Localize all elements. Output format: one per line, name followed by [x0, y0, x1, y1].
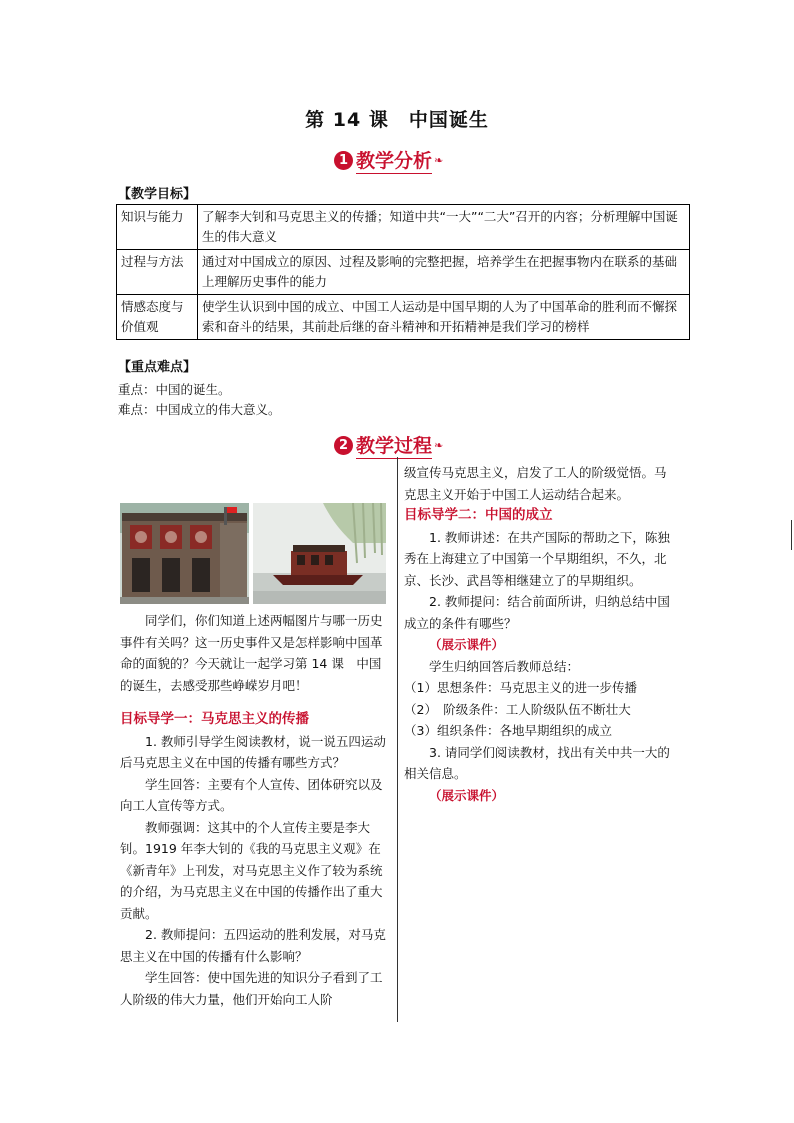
- objectives-heading: 【教学目标】: [118, 187, 197, 202]
- edge-mark: [791, 520, 792, 550]
- paragraph: 1. 教师讲述：在共产国际的帮助之下，陈独秀在上海建立了中国第一个早期组织，不久，北京、长沙、武昌等相继建立了的早期组织。: [404, 529, 670, 588]
- keypoints-heading: 【重点难点】: [118, 360, 197, 375]
- condition-item: （1）思想条件：马克思主义的进一步传播: [404, 680, 637, 695]
- key-point: 重点：中国的诞生。: [118, 382, 231, 397]
- condition-item: （2） 阶级条件：工人阶级队伍不断壮大: [404, 701, 631, 717]
- paragraph: 3. 请同学们阅读教材，找出有关中共一大的相关信息。: [404, 744, 670, 781]
- section-heading-analysis: [334, 146, 443, 174]
- objective-label: 情感态度与价值观: [117, 295, 198, 340]
- section-title: 教学过程: [356, 431, 432, 459]
- lesson-title: 第 14 课 中国诞生: [305, 109, 489, 131]
- difficult-point: 难点：中国成立的伟大意义。: [118, 402, 281, 417]
- left-column: [120, 610, 392, 1010]
- paragraph: 2. 教师提问：五四运动的胜利发展，对马克思主义在中国的传播有什么影响？: [120, 927, 386, 964]
- paragraph: 学生回答：使中国先进的知识分子看到了工人阶级的伟大力量，他们开始向工人阶: [120, 970, 383, 1007]
- objective-label: 过程与方法: [117, 250, 198, 295]
- objective-text: 了解李大钊和马克思主义的传播；知道中共“一大”“二大”召开的内容；分析理解中国诞生的伟大意义: [198, 205, 690, 250]
- building-image: [120, 503, 249, 604]
- intro-paragraph: 同学们，你们知道上述两幅图片与哪一历史事件有关吗？这一历史事件又是怎样影响中国革命的面貌的？今天就让一起学习第 14 课 中国的诞生，去感受那些峥嵘岁月吧！: [120, 613, 383, 693]
- objective-text: 通过对中国成立的原因、过程及影响的完整把握，培养学生在把握事物内在联系的基础上理解历史事件的能力: [198, 250, 690, 295]
- leaf-icon: ❧: [434, 153, 444, 167]
- paragraph: 教师强调：这其中的个人宣传主要是李大钊。1919 年李大钊的《我的马克思主义观》在《新青年》上刊发，对马克思主义作了较为系统的介绍，为马克思主义在中国的传播作出了重大贡献。: [120, 819, 383, 921]
- section-heading-process: [334, 431, 443, 459]
- show-courseware-label: （展示课件）: [429, 787, 505, 803]
- show-courseware-label: （展示课件）: [429, 637, 505, 652]
- table-row: [117, 250, 690, 295]
- red-boat-photo: [253, 503, 386, 604]
- condition-item: （3）组织条件：各地早期组织的成立: [404, 723, 612, 738]
- paragraph: 学生回答：主要有个人宣传、团体研究以及向工人宣传等方式。: [120, 776, 383, 813]
- section-title: 教学分析: [356, 146, 432, 174]
- leaf-icon: ❧: [434, 438, 444, 452]
- section-number-badge: 1: [334, 151, 353, 170]
- paragraph: 2. 教师提问：结合前面所讲，归纳总结中国成立的条件有哪些？: [404, 594, 670, 631]
- guide-heading-1: 目标导学一：马克思主义的传播: [120, 711, 309, 727]
- guide-heading-2: 目标导学二：中国的成立: [404, 507, 553, 523]
- boat-image: [253, 503, 386, 604]
- table-row: [117, 295, 690, 340]
- paragraph: 1. 教师引导学生阅读教材，说一说五四运动后马克思主义在中国的传播有哪些方式？: [120, 733, 386, 770]
- column-divider: [397, 457, 398, 1022]
- memorial-building-photo: [120, 503, 249, 604]
- objective-label: 知识与能力: [117, 205, 198, 250]
- table-row: [117, 205, 690, 250]
- paragraph: 学生归纳回答后教师总结：: [429, 658, 580, 674]
- right-column: [404, 462, 676, 806]
- objective-text: 使学生认识到中国的成立、中国工人运动是中国早期的人为了中国革命的胜利而不懈探索和奋斗的结果，其前赴后继的奋斗精神和开拓精神是我们学习的榜样: [198, 295, 690, 340]
- paragraph: 级宣传马克思主义，启发了工人的阶级觉悟。马克思主义开始于中国工人运动结合起来。: [404, 465, 667, 502]
- section-number-badge: 2: [334, 436, 353, 455]
- objectives-table: [116, 204, 690, 340]
